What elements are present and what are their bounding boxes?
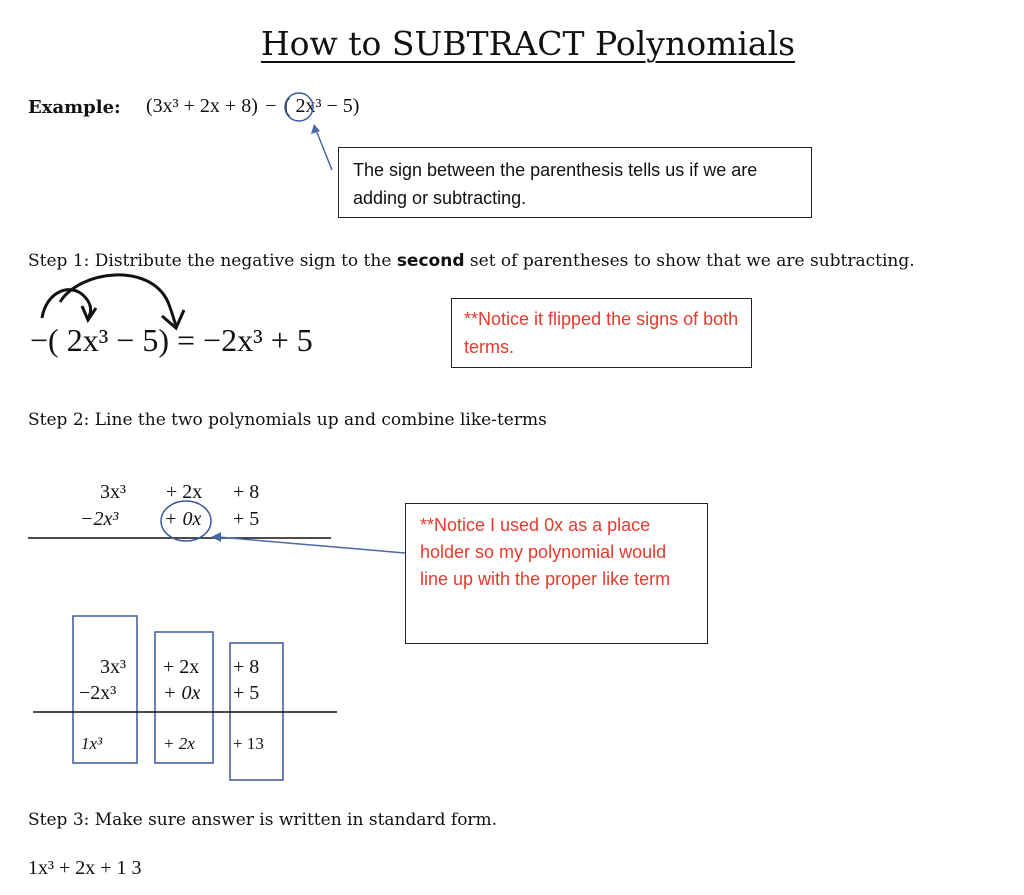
aligned-row1-constant: + 8 (233, 481, 260, 503)
example-label: Example: (28, 97, 121, 118)
boxed-row1-constant: + 8 (233, 656, 260, 678)
aligned-row1-linear: + 2x (166, 481, 203, 503)
aligned-row2-placeholder: + 0x (164, 508, 202, 530)
example-right-polynomial: ( 2x³ − 5) (283, 95, 360, 117)
step-1-text-end: set of parentheses to show that we are subtracting. (464, 251, 915, 271)
linear-column-box (155, 632, 213, 763)
boxed-row1-linear: + 2x (163, 656, 200, 678)
distribution-equation: −( 2x³ − 5) = −2x³ + 5 (30, 322, 313, 358)
boxed-row2-cubic: −2x³ (79, 682, 117, 704)
placeholder-arrow (218, 537, 405, 553)
example-left-polynomial: (3x³ + 2x + 8) (146, 95, 258, 117)
sign-note-callout: The sign between the parenthesis tells us if we are adding or subtracting. (338, 147, 812, 218)
step-3-text: Step 3: Make sure answer is written in standard form. (28, 810, 498, 830)
step-1-text-start: Step 1: Distribute the negative sign to the (28, 251, 397, 271)
cubic-column-box (73, 616, 137, 763)
step-2-text: Step 2: Line the two polynomials up and combine like-terms (28, 410, 547, 430)
sign-note-arrowhead (311, 124, 320, 134)
result-cubic: 1x³ (81, 734, 103, 753)
distribute-arrow-second (60, 275, 176, 326)
boxed-row2-placeholder: + 0x (163, 682, 201, 704)
placeholder-callout: **Notice I used 0x as a place holder so my polynomial would line up with the proper like term (405, 503, 708, 644)
step-1-emphasis: second (396, 251, 465, 271)
page-title: How to SUBTRACT Polynomials (260, 24, 796, 63)
flipped-signs-callout: **Notice it flipped the signs of both terms. (451, 298, 752, 368)
boxed-row2-constant: + 5 (233, 682, 260, 704)
aligned-row2-constant: + 5 (233, 508, 260, 530)
aligned-row2-cubic: −2x³ (80, 508, 119, 530)
final-answer: 1x³ + 2x + 1 3 (28, 857, 142, 879)
sign-note-arrow (316, 130, 332, 170)
placeholder-circle (161, 501, 211, 541)
boxed-row1-cubic: 3x³ (100, 656, 126, 678)
example-operator: − (265, 95, 277, 117)
result-constant: + 13 (233, 734, 264, 753)
placeholder-arrowhead (211, 532, 221, 542)
aligned-row1-cubic: 3x³ (100, 481, 126, 503)
result-linear: + 2x (163, 734, 195, 753)
operator-circle (285, 93, 313, 121)
